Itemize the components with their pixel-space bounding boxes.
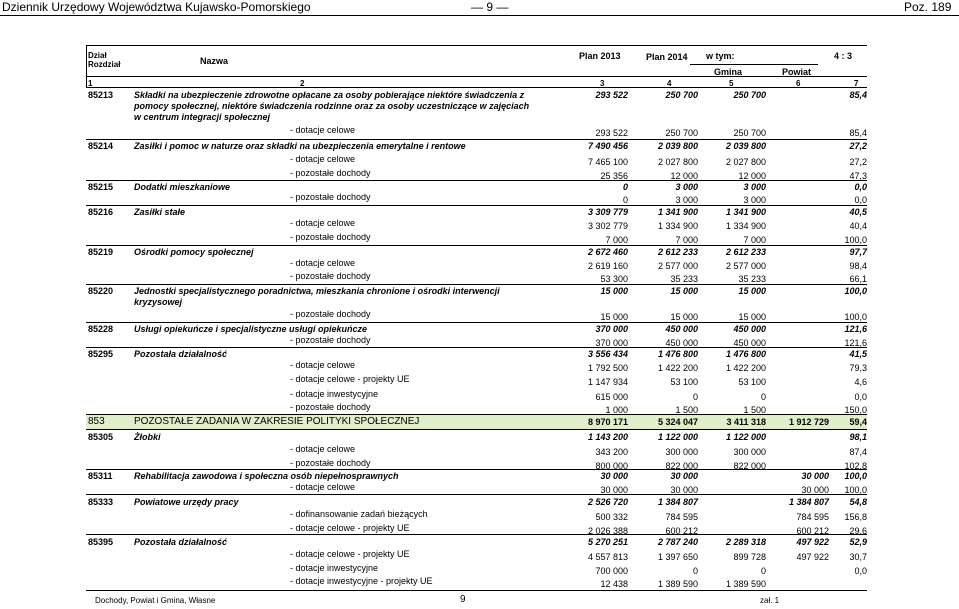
sub-label: - dotacje celowe: [290, 444, 356, 454]
row-name: Jednostki specjalistycznego poradnictwa, mieszkania chronione i ośrodki interwencji: [134, 286, 500, 296]
value-r: 0,0: [854, 182, 867, 192]
value-r: 100,0: [844, 235, 867, 245]
value-p14: 1 422 200: [657, 363, 698, 373]
value-p13: 0: [622, 182, 628, 192]
col-num-4: 4: [667, 79, 672, 88]
header-bottom-rule: [86, 87, 867, 88]
value-p14: 15 000: [670, 286, 698, 296]
row-name: Zasiłki stałe: [134, 207, 186, 217]
value-pw: 1 912 729: [788, 417, 829, 427]
value-r: 4,6: [854, 377, 867, 387]
row-code: 85213: [88, 90, 114, 100]
value-p14: 2 027 800: [657, 157, 698, 167]
row-rule: [86, 590, 867, 591]
col-gmina: Gmina: [714, 67, 743, 77]
sub-label: - dotacje celowe - projekty UE: [290, 374, 410, 384]
value-p14: 250 700: [665, 90, 698, 100]
sub-label: - dotacje celowe: [290, 360, 356, 370]
value-gm: 250 700: [733, 90, 766, 100]
sub-label: - dotacje celowe: [290, 258, 356, 268]
value-gm: 3 000: [743, 182, 766, 192]
value-p14: 2 612 233: [657, 247, 698, 257]
row-name-2: kryzysowej: [134, 297, 183, 307]
value-gm: 450 000: [733, 324, 766, 334]
footer-source: Dochody, Powiat i Gmina, Własne: [95, 596, 216, 605]
value-pw: 497 922: [796, 537, 829, 547]
value-p14: 822 000: [665, 461, 698, 471]
value-r: 156,8: [844, 512, 867, 522]
value-p13: 370 000: [595, 338, 628, 348]
value-gm: 822 000: [733, 461, 766, 471]
sub-label: - dotacje celowe: [290, 218, 356, 228]
value-p14: 5 324 047: [657, 417, 698, 427]
sub-label: - dotacje celowe: [290, 482, 356, 492]
value-r: 85,4: [849, 90, 867, 100]
sub-label: - pozostałe dochody: [290, 402, 371, 412]
value-gm: 2 039 800: [725, 141, 766, 151]
footer-page: 9: [460, 594, 466, 605]
value-pw: 30 000: [801, 471, 829, 481]
value-p13: 2 672 460: [587, 247, 628, 257]
value-p13: 500 332: [595, 512, 628, 522]
value-p14: 300 000: [665, 447, 698, 457]
col-ratio: 4 : 3: [834, 51, 853, 61]
sub-label: - dotacje inwestycyjne - projekty UE: [290, 576, 433, 586]
value-p13: 30 000: [600, 471, 628, 481]
value-r: 121,6: [844, 338, 867, 348]
sub-label: - dofinansowanie zadań bieżących: [290, 509, 428, 519]
sub-label: - pozostałe dochody: [290, 168, 371, 178]
row-code: 85214: [88, 141, 114, 151]
value-p14: 1 334 900: [657, 221, 698, 231]
value-gm: 0: [760, 392, 766, 402]
value-r: 100,0: [844, 485, 867, 495]
value-p13: 343 200: [595, 447, 628, 457]
col-rozdzial: Rozdział: [88, 60, 121, 69]
value-gm: 2 289 318: [725, 537, 766, 547]
value-r: 100,0: [844, 471, 867, 481]
value-gm: 1 500: [743, 405, 766, 415]
value-r: 47,3: [849, 171, 867, 181]
value-gm: 3 411 318: [726, 417, 766, 427]
row-rule: [86, 534, 867, 535]
value-pw: 1 384 807: [788, 497, 829, 507]
col-num-3: 3: [600, 79, 605, 88]
value-gm: 53 100: [738, 377, 766, 387]
row-rule: [86, 205, 867, 206]
value-gm: 1 334 900: [725, 221, 766, 231]
value-gm: 2 612 233: [725, 247, 766, 257]
value-gm: 12 000: [738, 171, 766, 181]
value-p13: 5 270 251: [587, 537, 628, 547]
row-rule: [86, 245, 867, 246]
value-p14: 1 397 650: [657, 552, 698, 562]
value-gm: 7 000: [743, 235, 766, 245]
value-p14: 7 000: [675, 235, 698, 245]
value-pw: 30 000: [801, 485, 829, 495]
value-p13: 293 522: [595, 128, 628, 138]
row-code: 85305: [88, 432, 114, 442]
value-p14: 600 212: [665, 526, 698, 536]
row-code: 85395: [88, 537, 114, 547]
value-gm: 1 422 200: [725, 363, 766, 373]
position-number: Poz. 189: [904, 0, 952, 14]
value-r: 29,6: [849, 526, 867, 536]
value-p13: 8 970 171: [587, 417, 628, 427]
value-p13: 800 000: [595, 461, 628, 471]
row-name: Ośrodki pomocy społecznej: [134, 247, 254, 257]
sub-label: - pozostałe dochody: [290, 192, 371, 202]
value-r: 87,4: [849, 447, 867, 457]
value-p13: 615 000: [595, 392, 628, 402]
value-pw: 784 595: [796, 512, 829, 522]
value-p14: 15 000: [670, 312, 698, 322]
value-r: 41,5: [849, 349, 867, 359]
header-top-rule: [86, 45, 867, 46]
value-p13: 370 000: [595, 324, 628, 334]
footer-attachment: zał. 1: [760, 596, 780, 605]
value-p13: 2 619 160: [587, 261, 628, 271]
value-p13: 4 557 813: [587, 552, 628, 562]
value-p14: 1 122 000: [657, 432, 698, 442]
value-p13: 7 000: [605, 235, 628, 245]
value-r: 0,0: [854, 195, 867, 205]
value-r: 52,9: [849, 537, 867, 547]
value-pw: 497 922: [796, 552, 829, 562]
value-p14: 2 039 800: [657, 141, 698, 151]
value-p14: 3 000: [675, 182, 698, 192]
col-num-7: 7: [854, 79, 859, 88]
row-rule: [86, 494, 867, 495]
value-r: 79,3: [849, 363, 867, 373]
col-num-2: 2: [300, 79, 305, 88]
row-rule: [86, 469, 867, 470]
value-gm: 1 476 800: [725, 349, 766, 359]
value-p14: 1 341 900: [657, 207, 698, 217]
value-gm: 899 728: [733, 552, 766, 562]
wtym-rule: [690, 64, 818, 65]
value-p13: 53 300: [600, 274, 628, 284]
value-gm: 250 700: [733, 128, 766, 138]
row-rule: [86, 139, 867, 140]
sub-label: - dotacje celowe: [290, 125, 356, 135]
value-r: 100,0: [844, 312, 867, 322]
sub-label: - pozostałe dochody: [290, 335, 371, 345]
row-code: 85228: [88, 324, 114, 334]
value-p14: 1 476 800: [657, 349, 698, 359]
value-p14: 53 100: [670, 377, 698, 387]
sub-label: - dotacje celowe - projekty UE: [290, 523, 410, 533]
journal-title: Dziennik Urzędowy Województwa Kujawsko-Pomorskiego: [2, 0, 311, 14]
row-rule: [86, 429, 867, 430]
value-p13: 25 356: [600, 171, 628, 181]
value-p14: 0: [692, 392, 698, 402]
row-name: Pozostała działalność: [134, 349, 228, 359]
value-p14: 30 000: [670, 485, 698, 495]
value-p14: 450 000: [665, 324, 698, 334]
col-powiat: Powiat: [782, 67, 812, 77]
value-p13: 1 792 500: [587, 363, 628, 373]
row-name: Pozostała działalność: [134, 537, 228, 547]
value-r: 40,5: [849, 207, 867, 217]
value-p13: 2 026 388: [587, 526, 628, 536]
value-p14: 450 000: [665, 338, 698, 348]
row-code: 85333: [88, 497, 114, 507]
row-name-3: w centrum integracji społecznej: [134, 112, 271, 122]
row-code: 85311: [88, 471, 113, 481]
value-p14: 250 700: [665, 128, 698, 138]
value-r: 54,8: [849, 497, 867, 507]
value-p14: 1 389 590: [657, 579, 698, 589]
page-header: [0, 0, 959, 14]
value-r: 40,4: [849, 221, 867, 231]
value-p14: 784 595: [665, 512, 698, 522]
row-code: 85216: [88, 207, 114, 217]
col-plan2014: Plan 2014: [646, 52, 688, 62]
row-code: 85215: [88, 182, 114, 192]
value-pw: 600 212: [796, 526, 829, 536]
value-r: 30,7: [849, 552, 867, 562]
header-mid-rule: [86, 76, 867, 77]
col-num-6: 6: [796, 79, 801, 88]
value-p13: 700 000: [595, 566, 628, 576]
value-r: 27,2: [849, 141, 867, 151]
row-rule: [86, 322, 867, 323]
row-code: 85295: [88, 349, 114, 359]
value-p13: 1 143 200: [587, 432, 628, 442]
value-p13: 15 000: [600, 312, 628, 322]
value-r: 97,7: [849, 247, 867, 257]
value-gm: 15 000: [738, 312, 766, 322]
value-gm: 3 000: [743, 195, 766, 205]
sub-label: - pozostałe dochody: [290, 232, 371, 242]
table-left-edge: [86, 45, 87, 87]
value-r: 59,4: [849, 417, 867, 427]
value-p13: 3 309 779: [587, 207, 628, 217]
value-p13: 293 522: [595, 90, 628, 100]
value-p13: 3 556 434: [587, 349, 628, 359]
value-p14: 2 577 000: [657, 261, 698, 271]
value-gm: 2 027 800: [725, 157, 766, 167]
value-p14: 35 233: [670, 274, 698, 284]
col-plan2013: Plan 2013: [579, 51, 621, 61]
row-name: Powiatowe urzędy pracy: [134, 497, 239, 507]
col-nazwa: Nazwa: [200, 56, 229, 66]
row-name: Zasiłki i pomoc w naturze oraz składki na ubezpieczenia emerytalne i rentowe: [134, 141, 466, 151]
value-p13: 15 000: [600, 286, 628, 296]
value-gm: 2 577 000: [725, 261, 766, 271]
row-name-2: pomocy społecznej, niektóre świadczenia rodzinne oraz za osoby uczestniczące w zajęciach: [134, 101, 530, 111]
value-r: 27,2: [849, 157, 867, 167]
value-p14: 3 000: [675, 195, 698, 205]
col-num-5: 5: [729, 79, 734, 88]
row-name: Żłobki: [134, 432, 161, 442]
value-gm: 450 000: [733, 338, 766, 348]
col-dzial: Dział: [88, 51, 107, 60]
value-p13: 30 000: [600, 485, 628, 495]
section-name: POZOSTAŁE ZADANIA W ZAKRESIE POLITYKI SPOŁECZNEJ: [134, 416, 420, 427]
row-rule: [86, 284, 867, 285]
value-p13: 7 465 100: [587, 157, 628, 167]
value-r: 66,1: [849, 274, 867, 284]
row-code: 85220: [88, 286, 114, 296]
value-p14: 12 000: [670, 171, 698, 181]
value-r: 121,6: [844, 324, 867, 334]
row-name: Składki na ubezpieczenie zdrowotne opłacane za osoby pobierające niektóre świadczenia z: [134, 90, 525, 100]
value-r: 98,4: [849, 261, 867, 271]
value-gm: 1 389 590: [725, 579, 766, 589]
value-r: 102,8: [844, 461, 867, 471]
value-r: 0,0: [854, 392, 867, 402]
row-code: 85219: [88, 247, 114, 257]
value-gm: 1 122 000: [725, 432, 766, 442]
value-p14: 1 384 807: [657, 497, 698, 507]
value-p14: 1 500: [675, 405, 698, 415]
value-gm: 35 233: [738, 274, 766, 284]
value-p14: 30 000: [670, 471, 698, 481]
section-code: 853: [88, 416, 105, 427]
sub-label: - pozostałe dochody: [290, 309, 371, 319]
sub-label: - dotacje celowe - projekty UE: [290, 549, 410, 559]
value-p14: 0: [692, 566, 698, 576]
row-rule: [86, 180, 867, 181]
value-gm: 0: [760, 566, 766, 576]
value-p13: 3 302 779: [587, 221, 628, 231]
sub-label: - dotacje celowe: [290, 154, 356, 164]
row-name: Rehabilitacja zawodowa i społeczna osób niepełnosprawnych: [134, 471, 399, 481]
col-num-1: 1: [88, 79, 93, 88]
value-gm: 15 000: [738, 286, 766, 296]
col-wtym: w tym:: [706, 51, 735, 61]
value-r: 100,0: [844, 286, 867, 296]
page-number: — 9 —: [471, 0, 509, 14]
value-r: 0,0: [854, 566, 867, 576]
sub-label: - dotacje inwestycyjne: [290, 389, 379, 399]
sub-label: - dotacje inwestycyjne: [290, 563, 379, 573]
value-p13: 2 526 720: [587, 497, 628, 507]
value-r: 150,0: [844, 405, 867, 415]
row-rule: [86, 347, 867, 348]
value-p14: 2 787 240: [657, 537, 698, 547]
sub-label: - pozostałe dochody: [290, 271, 371, 281]
value-p13: 1 147 934: [587, 377, 628, 387]
value-p13: 7 490 456: [587, 141, 628, 151]
value-p13: 1 000: [605, 405, 628, 415]
value-p13: 12 438: [600, 579, 628, 589]
value-r: 85,4: [849, 128, 867, 138]
row-name: Dodatki mieszkaniowe: [134, 182, 231, 192]
value-gm: 1 341 900: [725, 207, 766, 217]
sub-label: - pozostałe dochody: [290, 458, 371, 468]
value-p13: 0: [622, 195, 628, 205]
header-rule: [0, 15, 959, 16]
row-name: Usługi opiekuńcze i specjalistyczne usługi opiekuńcze: [134, 324, 368, 334]
value-gm: 300 000: [733, 447, 766, 457]
value-r: 98,1: [849, 432, 867, 442]
